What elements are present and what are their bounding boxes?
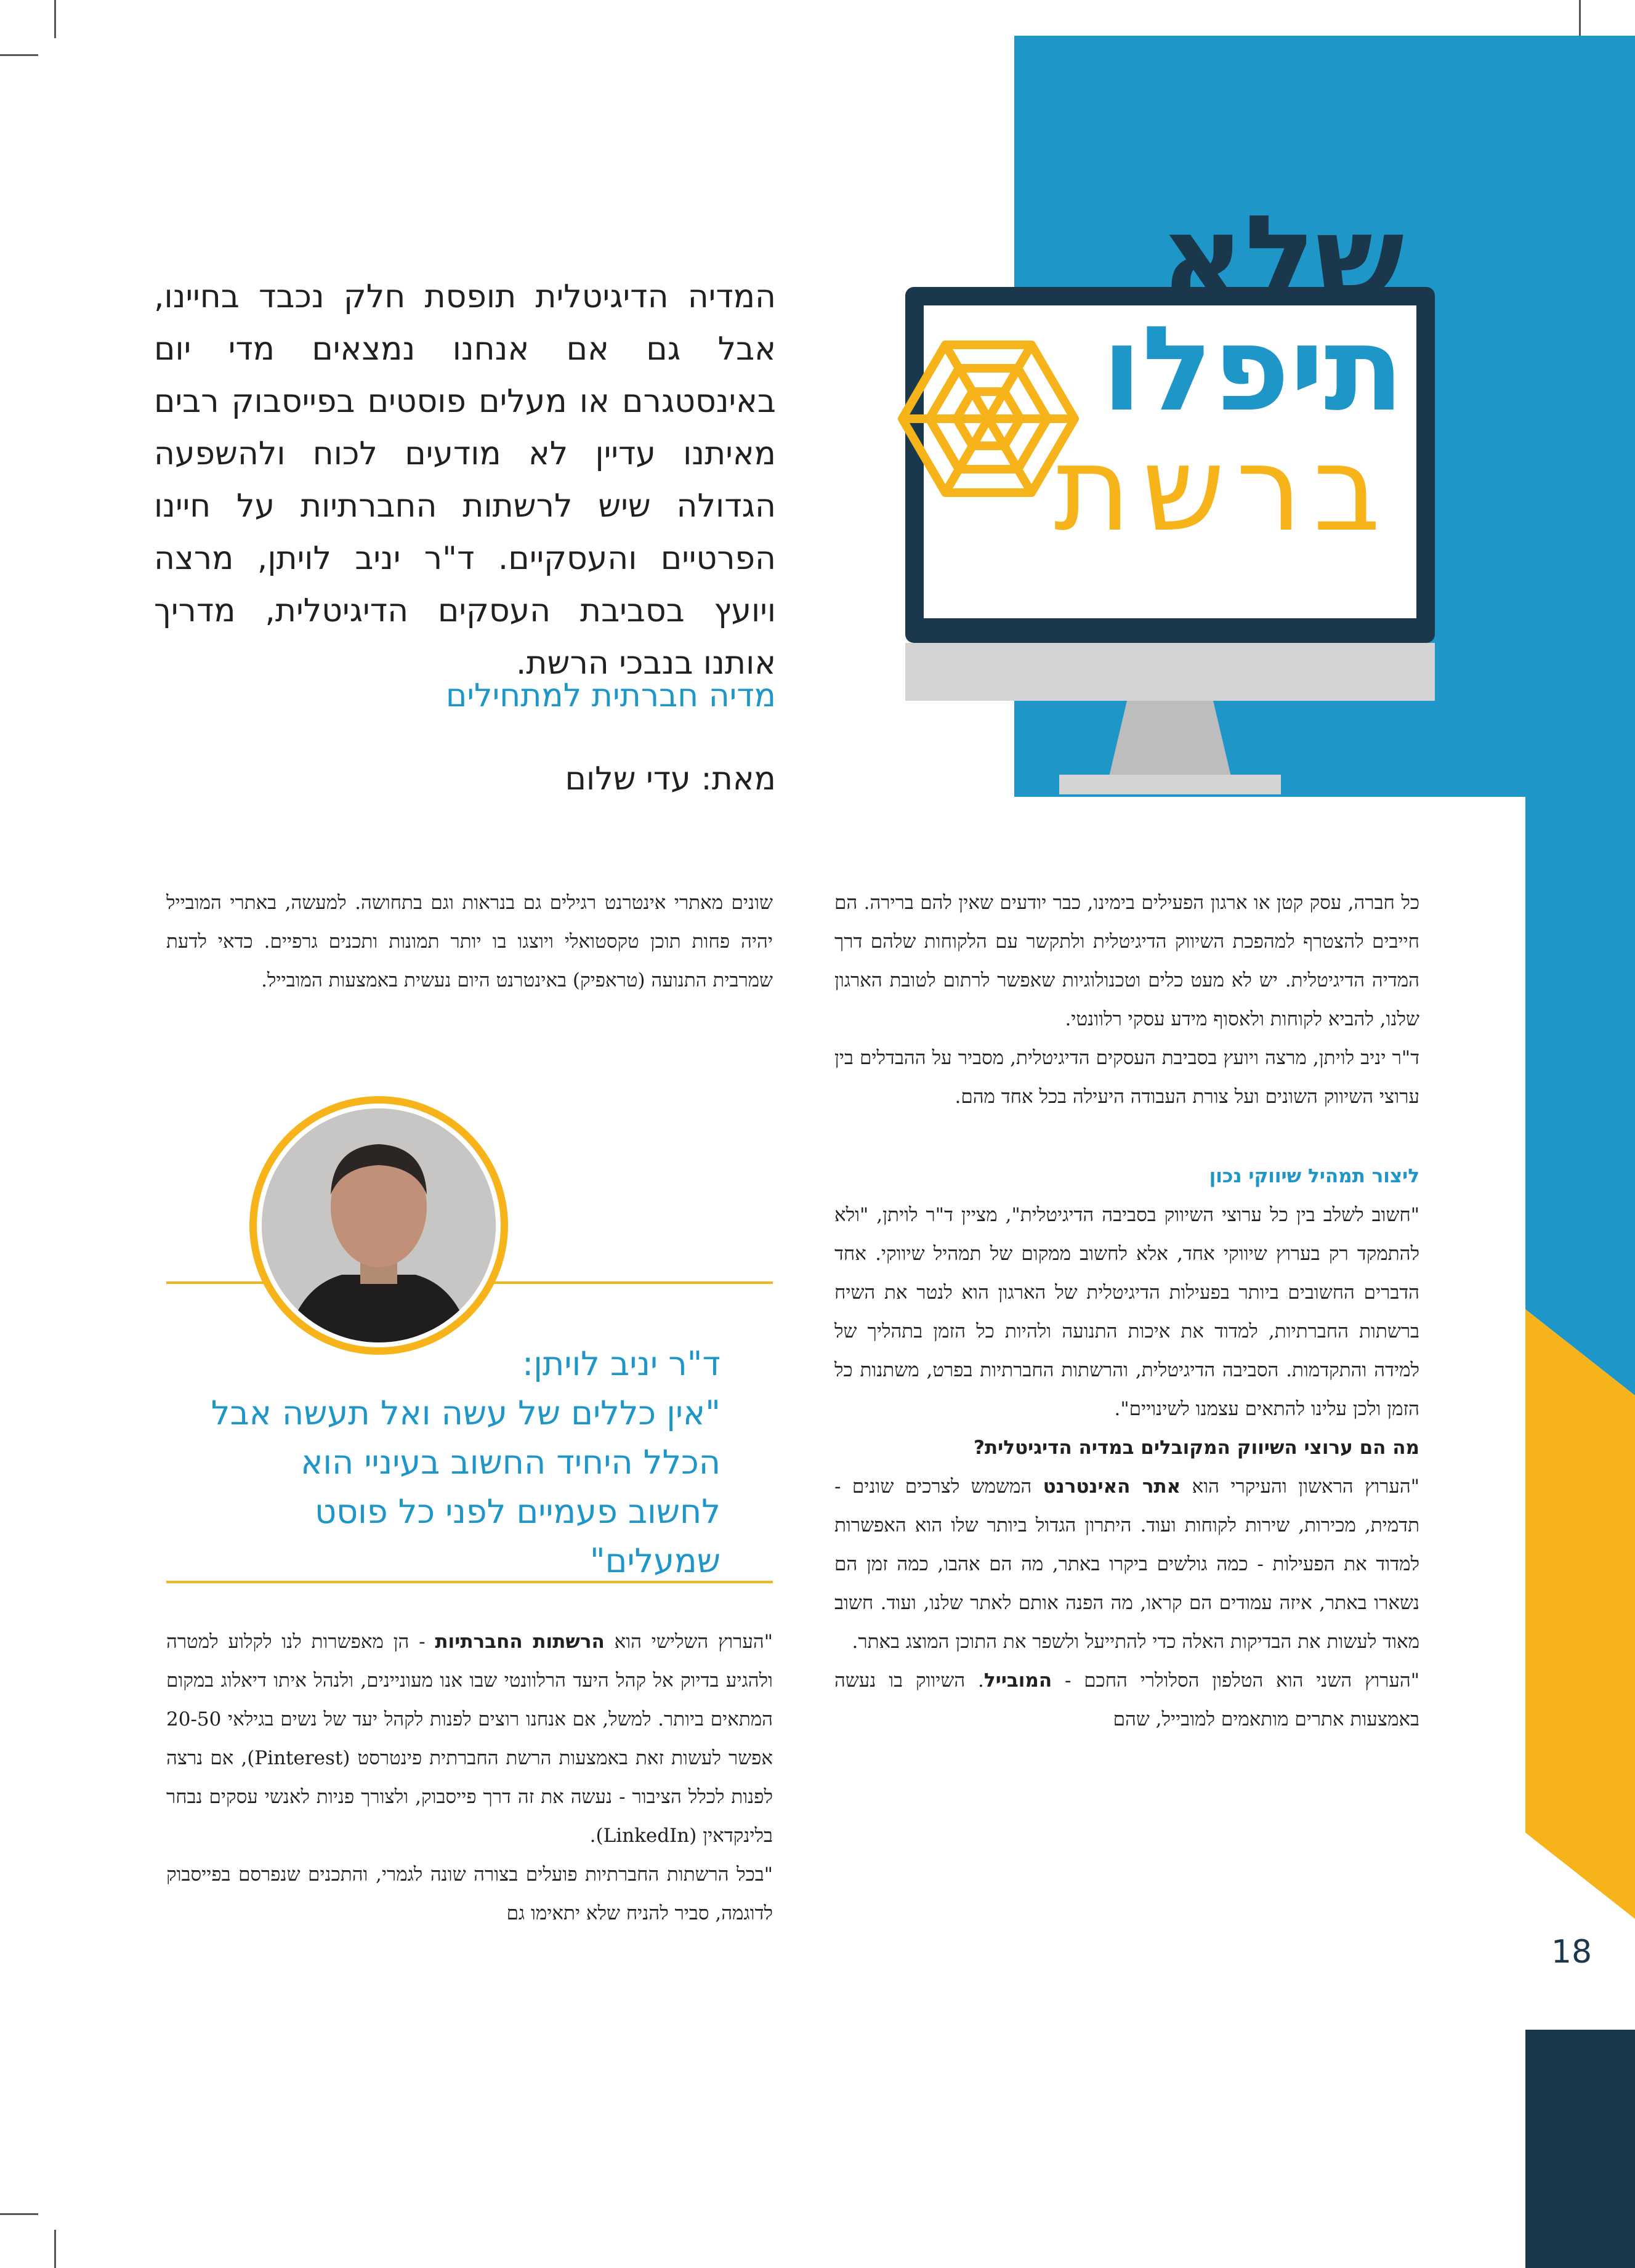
left-column-top <box>166 884 773 1000</box>
body-paragraph: "הערוץ הראשון והעיקרי הוא אתר האינטרנט המשמש לצרכים שונים - תדמית, מכירות, שירות לקוחות ועוד. היתרון הגדול ביותר שלו הוא האפשרות למדוד את הפעילות - כמה גולשים ביקרו באתר, מה הם אהבו, כמה זמן הם נשארו באתר, איזה עמודים הם קראו, מה הפנה אותם לאתר שלנו, ועוד. חשוב מאוד לעשות את הבדיקות האלה כדי להתייעל ולשפר את התוכן המוצג באתר. <box>834 1475 1419 1653</box>
body-paragraph: כל חברה, עסק קטן או ארגון הפעילים בימינו, כבר יודעים שאין להם ברירה. הם חייבים להצטרף למהפכת השיווק הדיגיטלית ולתקשר עם הלקוחות שלהם דרך המדיה הדיגיטלית. יש לא מעט כלים וטכנולוגיות שאפשר לרתום לטובת הארגון שלנו, להביא לקוחות ולאסוף מידע עסקי רלוונטי. <box>834 892 1419 1030</box>
body-paragraph: "הערוץ השלישי הוא הרשתות החברתיות - הן מאפשרות לנו לקלוע למטרה ולהגיע בדיוק אל קהל היעד הרלוונטי שבו אנו מעוניינים, ולנהל איתו דיאלוג במקום המתאים ביותר. למשל, אם אנחנו רוצים לפנות לקהל יעד של נשים בגילאי 20-50 אפשר לעשות זאת באמצעות הרשת החברתית פינטרסט (Pinterest), אם נרצה לפנות לכלל הציבור - נעשה את זה דרך פייסבוק, ולצורך פניות לאנשי עסקים נבחר בלינקדאין (LinkedIn). <box>166 1631 773 1847</box>
section-heading: מה הם ערוצי השיווק המקובלים במדיה הדיגיטלית? <box>973 1437 1419 1459</box>
body-paragraph: "הערוץ השני הוא הטלפון הסלולרי החכם - המובייל. השיווק בו נעשה באמצעות אתרים מותאמים למובייל, שהם <box>834 1669 1419 1730</box>
page-number: 18 <box>1551 1934 1593 1971</box>
headline-line-2: תיפלו <box>1102 301 1404 437</box>
body-paragraph: "בכל הרשתות החברתיות פועלים בצורה שונה לגמרי, והתכנים שנפרסם בפייסבוק לדוגמה, סביר להניח שלא יתאימו גם <box>166 1863 773 1924</box>
quote-rule-bottom <box>166 1581 773 1583</box>
blue-side-band <box>1525 797 1635 1309</box>
headline-line-3: ברשת <box>1054 421 1392 557</box>
crop-mark <box>54 2230 56 2268</box>
quote-text: "אין כללים של עשה ואל תעשה אבל הכלל היחיד החשוב בעיניי הוא לחשוב פעמיים לפני כל פוסט שמעלים" <box>211 1394 721 1580</box>
body-paragraph: "חשוב לשלב בין כל ערוצי השיווק בסביבה הדיגיטלית", מציין ד"ר לויתן, "ולא להתמקד רק בערוץ שיווקי אחד, אלא לחשוב ממקום של תמהיל שיווקי. אחד הדברים החשובים ביותר בפעילות הדיגיטלית של הארגון הוא לנטר את השיח ברשתות החברתיות, למדוד את איכות התנועה ולהיות כל הזמן בתהליך של למידה והתקדמות. הסביבה הדיגיטלית, והרשתות החברתיות בפרט, משתנות כל הזמן ולכן עלינו להתאים עצמנו לשינויים". <box>834 1204 1419 1420</box>
article-subtitle: מדיה חברתית למתחילים <box>445 677 776 714</box>
body-paragraph: ד"ר יניב לויתן, מרצה ויועץ בסביבת העסקים הדיגיטלית, מסביר על ההבדלים בין ערוצי השיווק השונים ועל צורת העבודה היעילה בכל אחד מהם. <box>834 1047 1419 1108</box>
bold-term: המובייל <box>983 1669 1052 1692</box>
crop-mark <box>54 0 56 38</box>
quote-speaker: ד"ר יניב לויתן: <box>522 1344 721 1383</box>
body-paragraph: שונים מאתרי אינטרנט רגילים גם בנראות וגם בתחושה. למעשה, באתרי המובייל יהיה פחות תוכן טקסטואלי ויוצגו בו יותר תמונות ותכנים גרפיים. כדאי לדעת שמרבית התנועה (טראפיק) באינטרנט היום נעשית באמצעות המובייל. <box>166 892 773 991</box>
bold-term: הרשתות החברתיות <box>435 1631 605 1653</box>
crop-mark <box>0 54 38 56</box>
bold-term: אתר האינטרנט <box>1043 1475 1181 1498</box>
right-column <box>834 884 1419 1739</box>
intro-paragraph: המדיה הדיגיטלית תופסת חלק נכבד בחיינו, אבל גם אם אנחנו נמצאים מדי יום באינסטגרם או מעלים פוסטים בפייסבוק רבים מאיתנו עדיין לא מודעים לכוח ולהשפעה הגדולה שיש לרשתות החברתיות על חיינו הפרטיים והעסקיים. ד"ר יניב לויתן, מרצה ויועץ בסביבת העסקים הדיגיטלית, מדריך אותנו בנבכי הרשת. <box>154 278 776 682</box>
headline-line-1: שלא <box>1159 190 1404 326</box>
navy-corner-block <box>1525 2030 1635 2268</box>
byline: מאת: עדי שלום <box>565 761 776 797</box>
portrait-photo <box>262 1108 496 1342</box>
section-heading: ליצור תמהיל שיווקי נכון <box>1209 1165 1419 1187</box>
left-column-bottom <box>166 1623 773 1933</box>
yellow-chevron-band <box>1525 1309 1635 1919</box>
crop-mark <box>1579 0 1581 38</box>
crop-mark <box>0 2213 38 2215</box>
pull-quote <box>203 1339 721 1586</box>
